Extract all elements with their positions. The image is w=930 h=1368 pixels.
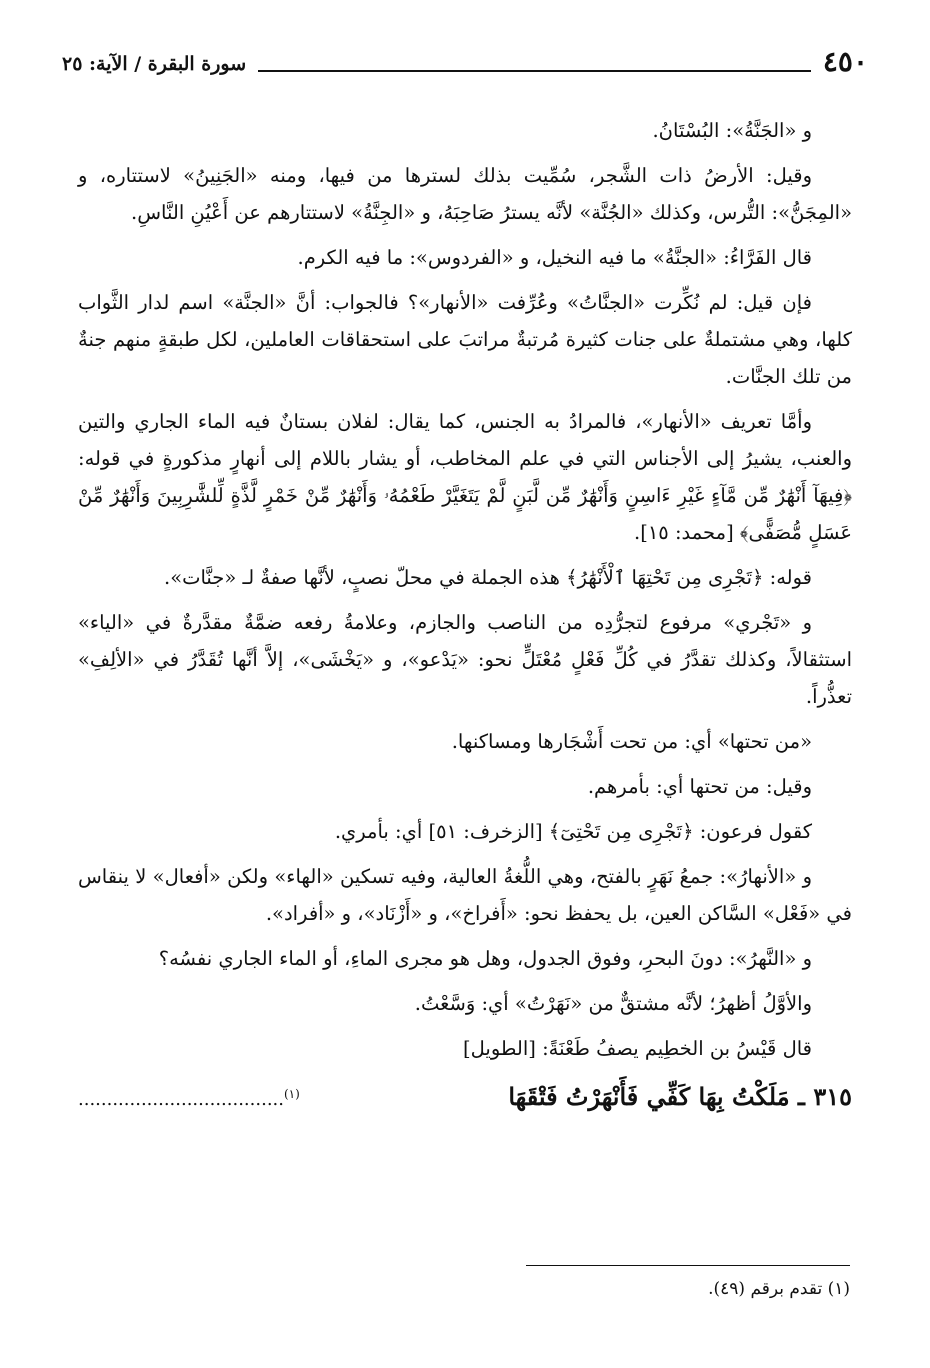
page-header: [62, 40, 868, 80]
verse-text: ٣١٥ ـ مَلَكْتُ بِهَا كَفِّي فَأَنْهَرْتُ فَتْقَهَا: [508, 1082, 852, 1111]
paragraph: كقول فرعون: ﴿تَجْرِى مِن تَحْتِىٓ﴾ [الزخرف: ٥١] أي: بأمري.: [334, 820, 812, 843]
paragraph: و «الجَنَّةُ»: البُسْتَانُ.: [652, 119, 812, 142]
body-text: [78, 112, 852, 1119]
paragraph: و «تَجْري» مرفوع لتجرُّدِه من الناصب والجازم، وعلامةُ رفعه ضمَّةٌ مقدَّرةٌ في «الياء» استثقالاً، وكذلك تقدَّرُ في كُلِّ فَعْلٍ مُعْتَلٍّ نحو: «يَدْعو»، و «يَخْشَى»، إلاَّ أنَّها تُقَدَّرُ في «الألِفِ» تعذُّراً.: [78, 611, 852, 708]
paragraph: «من تحتها» أي: من تحت أَشْجَارها ومساكنها.: [451, 730, 812, 753]
paragraph: قال الفَرَّاءُ: «الجنَّةُ» ما فيه النخيل، و «الفردوس»: ما فيه الكرم.: [297, 246, 812, 269]
running-title: سورة البقرة / الآية: ٢٥: [62, 53, 247, 75]
paragraph: قال قَيْسُ بن الخطِيم يصفُ طَعْنَةً: [الطويل]: [463, 1037, 812, 1060]
verse-dots-text: ....................................: [78, 1089, 284, 1110]
header-rule: [258, 70, 811, 72]
verse-dots: [78, 1075, 468, 1119]
footnote-marker: (١): [283, 1087, 300, 1101]
paragraph: والأوَّلُ أظهرُ؛ لأنَّه مشتقٌّ من «نَهَرْتُ» أي: وَسَّعْتُ.: [414, 992, 812, 1015]
footnote-rule: [526, 1265, 850, 1266]
paragraph: قوله: ﴿تَجْرِى مِن تَحْتِهَا ٱلْأَنْهَٰرُ﴾ هذه الجملة في محلّ نصبٍ، لأنَّها صفةٌ لـ «جنَّات».: [164, 566, 812, 589]
paragraph: و «الأنهارُ»: جمعُ نَهَرٍ بالفتح، وهي اللُّغةُ العالية، وفيه تسكين «الهاء» ولكن «أفعال» لا ينقاس في «فَعْل» السَّاكن العين، بل يحفظ نحو: «أَفراخ»، و «أَزْنَاد»، و «أفراد».: [78, 865, 852, 925]
paragraph: و «النَّهرُ»: دونَ البحرِ، وفوق الجدول، وهل هو مجرى الماءِ، أو الماء الجاري نفسُه؟: [158, 947, 812, 970]
paragraph: وقيل: الأرضُ ذات الشَّجر، سُمِّيت بذلك لسترها من فيها، ومنه «الجَنِينُ» لاستتاره، و «المِجَنُّ»: التُّرس، وكذلك «الجُنَّة» لأنَّه يسترُ صَاحِبَهُ، و «الجِنَّةُ» لاستتارهم عن أَعْيُنِ النَّاسِ.: [78, 164, 852, 224]
paragraph: فإن قيل: لم نُكِّرت «الجنَّاتُ» وعُرِّفت «الأنهار»؟ فالجواب: أنَّ «الجنَّة» اسم لدار الثَّواب كلها، وهي مشتملةٌ على جنات كثيرة مُرتبةٌ مراتبَ على استحقاقات العاملين، لكل طبقةٍ منهم جنةٌ من تلك الجنَّات.: [78, 291, 852, 388]
page-number: ٤٥٠: [822, 45, 868, 78]
footnote: (١) تقدم برقم (٤٩).: [708, 1279, 850, 1299]
paragraph: وقيل: من تحتها أي: بأمرهم.: [587, 775, 812, 798]
paragraph: وأمَّا تعريف «الأنهار»، فالمرادُ به الجنس، كما يقال: لفلان بستانٌ فيه الماء الجاري والتين والعنب، يشيرُ إلى الأجناس التي في علم المخاطب، أو يشار باللام إلى أنهارٍ مذكورةٍ في قوله: ﴿فِيهَآ أَنْهَٰرٌ مِّن مَّآءٍ غَيْرِ ءَاسِنٍ وَأَنْهَٰرٌ مِّن لَّبَنٍ لَّمْ يَتَغَيَّرْ طَعْمُهُۥ وَأَنْهَٰرٌ مِّنْ خَمْرٍ لَّذَّةٍ لِّلشَّٰرِبِينَ وَأَنْهَٰرٌ مِّنْ عَسَلٍ مُّصَفًّى﴾ [محمد: ١٥].: [78, 410, 852, 544]
poetry-verse: [78, 1075, 852, 1119]
